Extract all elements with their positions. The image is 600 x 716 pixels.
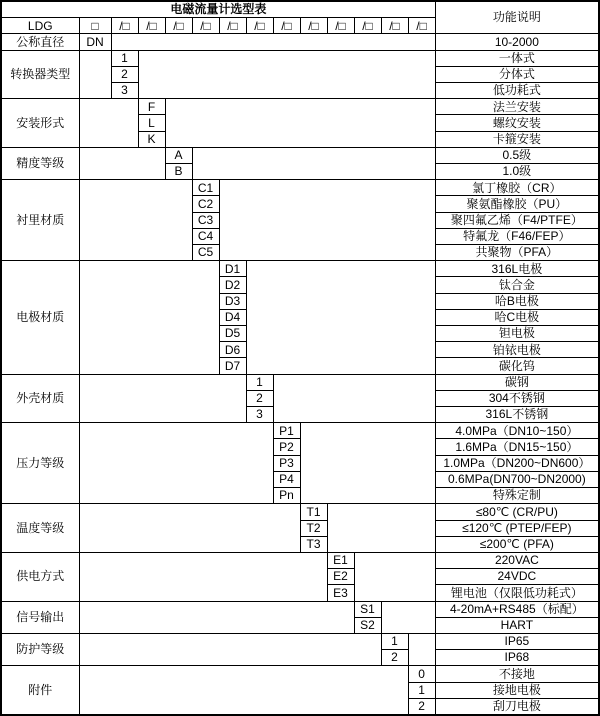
option-code: 1: [111, 50, 138, 66]
model-slot-box: /□: [327, 18, 354, 34]
option-code: D2: [219, 277, 246, 293]
function-column-header: 功能说明: [435, 1, 599, 34]
model-prefix: LDG: [1, 18, 79, 34]
option-desc: 螺纹安装: [435, 115, 599, 131]
spacer-cell: [381, 601, 435, 633]
spacer-cell: [79, 504, 300, 553]
option-code: T3: [300, 536, 327, 552]
option-desc: 316L不锈钢: [435, 407, 599, 423]
option-desc: IP65: [435, 633, 599, 649]
option-desc: 10-2000: [435, 34, 599, 50]
option-code: 2: [381, 650, 408, 666]
spacer-cell: [354, 552, 435, 601]
category-label: 防护等级: [1, 633, 79, 665]
option-code: L: [138, 115, 165, 131]
option-desc: 聚四氟乙烯（F4/PTFE）: [435, 212, 599, 228]
category-label: 附件: [1, 666, 79, 715]
option-desc: 碳钢: [435, 374, 599, 390]
spacer-cell: [79, 99, 138, 148]
option-code: P3: [273, 455, 300, 471]
spacer-cell: [79, 147, 165, 179]
spacer-cell: [79, 50, 111, 99]
option-code: F: [138, 99, 165, 115]
option-code: 1: [408, 682, 435, 698]
option-code: DN: [79, 34, 111, 50]
option-desc: 一体式: [435, 50, 599, 66]
model-slot-box: /□: [138, 18, 165, 34]
option-code: C2: [192, 196, 219, 212]
option-desc: 锂电池（仅限低功耗式）: [435, 585, 599, 601]
option-code: E2: [327, 569, 354, 585]
option-desc: 特殊定制: [435, 488, 599, 504]
option-code: S1: [354, 601, 381, 617]
option-desc: 4.0MPa（DN10~150）: [435, 423, 599, 439]
option-code: C4: [192, 228, 219, 244]
option-code: B: [165, 164, 192, 180]
option-code: D6: [219, 342, 246, 358]
option-desc: 碳化钨: [435, 358, 599, 374]
option-desc: HART: [435, 617, 599, 633]
option-desc: ≤200℃ (PFA): [435, 536, 599, 552]
spacer-cell: [79, 601, 354, 633]
option-desc: 卡箍安装: [435, 131, 599, 147]
option-code: D7: [219, 358, 246, 374]
spacer-cell: [165, 99, 435, 148]
option-desc: 不接地: [435, 666, 599, 682]
option-code: 3: [111, 83, 138, 99]
spacer-cell: [246, 261, 435, 374]
model-slot-box: /□: [354, 18, 381, 34]
option-desc: 聚氨酯橡胶（PU）: [435, 196, 599, 212]
option-code: D3: [219, 293, 246, 309]
spacer-cell: [79, 633, 381, 665]
model-slot-box: /□: [273, 18, 300, 34]
category-label: 温度等级: [1, 504, 79, 553]
option-desc: 钛合金: [435, 277, 599, 293]
spacer-cell: [79, 180, 192, 261]
option-code: D5: [219, 326, 246, 342]
option-desc: 分体式: [435, 66, 599, 82]
spacer-cell: [408, 633, 435, 665]
option-desc: 特氟龙（F46/FEP）: [435, 228, 599, 244]
option-code: E3: [327, 585, 354, 601]
option-desc: 共聚物（PFA）: [435, 245, 599, 261]
option-desc: 1.0级: [435, 164, 599, 180]
option-desc: 304不锈钢: [435, 390, 599, 406]
spacer-cell: [111, 34, 435, 50]
option-desc: IP68: [435, 650, 599, 666]
option-desc: 钽电极: [435, 326, 599, 342]
option-code: S2: [354, 617, 381, 633]
option-desc: 220VAC: [435, 552, 599, 568]
option-desc: 1.6MPa（DN15~150）: [435, 439, 599, 455]
model-slot-box: /□: [300, 18, 327, 34]
spacer-cell: [192, 147, 435, 179]
option-desc: 316L电极: [435, 261, 599, 277]
category-label: 信号输出: [1, 601, 79, 633]
spacer-cell: [79, 261, 219, 374]
option-desc: 4-20mA+RS485（标配）: [435, 601, 599, 617]
category-label: 压力等级: [1, 423, 79, 504]
option-code: 2: [408, 698, 435, 715]
table-title: 电磁流量计选型表: [1, 1, 435, 18]
category-label: 转换器类型: [1, 50, 79, 99]
spacer-cell: [300, 423, 435, 504]
option-desc: 氯丁橡胶（CR）: [435, 180, 599, 196]
option-code: 2: [246, 390, 273, 406]
option-code: 0: [408, 666, 435, 682]
spacer-cell: [79, 423, 273, 504]
model-slot-box: /□: [408, 18, 435, 34]
category-label: 电极材质: [1, 261, 79, 374]
option-code: E1: [327, 552, 354, 568]
category-label: 外壳材质: [1, 374, 79, 423]
model-slot-box: /□: [219, 18, 246, 34]
option-code: C5: [192, 245, 219, 261]
option-code: A: [165, 147, 192, 163]
option-code: D1: [219, 261, 246, 277]
spacer-cell: [327, 504, 435, 553]
option-desc: 低功耗式: [435, 83, 599, 99]
spacer-cell: [273, 374, 435, 423]
spacer-cell: [79, 666, 408, 715]
category-label: 安装形式: [1, 99, 79, 148]
category-label: 衬里材质: [1, 180, 79, 261]
option-desc: 哈B电极: [435, 293, 599, 309]
option-code: C1: [192, 180, 219, 196]
category-label: 精度等级: [1, 147, 79, 179]
option-desc: 哈C电极: [435, 309, 599, 325]
model-slot-box: /□: [192, 18, 219, 34]
option-desc: 0.6MPa(DN700~DN2000): [435, 471, 599, 487]
option-desc: 铂铱电极: [435, 342, 599, 358]
option-code: P4: [273, 471, 300, 487]
option-desc: 接地电极: [435, 682, 599, 698]
model-slot-box: /□: [111, 18, 138, 34]
option-code: P2: [273, 439, 300, 455]
model-slot-box: /□: [246, 18, 273, 34]
option-desc: 法兰安装: [435, 99, 599, 115]
spacer-cell: [79, 374, 246, 423]
spacer-cell: [79, 552, 327, 601]
option-code: D4: [219, 309, 246, 325]
option-desc: 1.0MPa（DN200~DN600）: [435, 455, 599, 471]
spacer-cell: [138, 50, 435, 99]
option-code: Pn: [273, 488, 300, 504]
option-code: P1: [273, 423, 300, 439]
option-desc: 0.5级: [435, 147, 599, 163]
model-slot-box: /□: [165, 18, 192, 34]
option-desc: 24VDC: [435, 569, 599, 585]
option-code: T2: [300, 520, 327, 536]
option-code: C3: [192, 212, 219, 228]
model-slot-box: /□: [381, 18, 408, 34]
option-code: 1: [381, 633, 408, 649]
option-code: 3: [246, 407, 273, 423]
option-desc: 刮刀电极: [435, 698, 599, 715]
category-label: 供电方式: [1, 552, 79, 601]
option-code: T1: [300, 504, 327, 520]
option-code: K: [138, 131, 165, 147]
option-desc: ≤120℃ (PTEP/FEP): [435, 520, 599, 536]
model-base-box: □: [79, 18, 111, 34]
category-label: 公称直径: [1, 34, 79, 50]
spacer-cell: [219, 180, 435, 261]
option-desc: ≤80℃ (CR/PU): [435, 504, 599, 520]
option-code: 1: [246, 374, 273, 390]
option-code: 2: [111, 66, 138, 82]
